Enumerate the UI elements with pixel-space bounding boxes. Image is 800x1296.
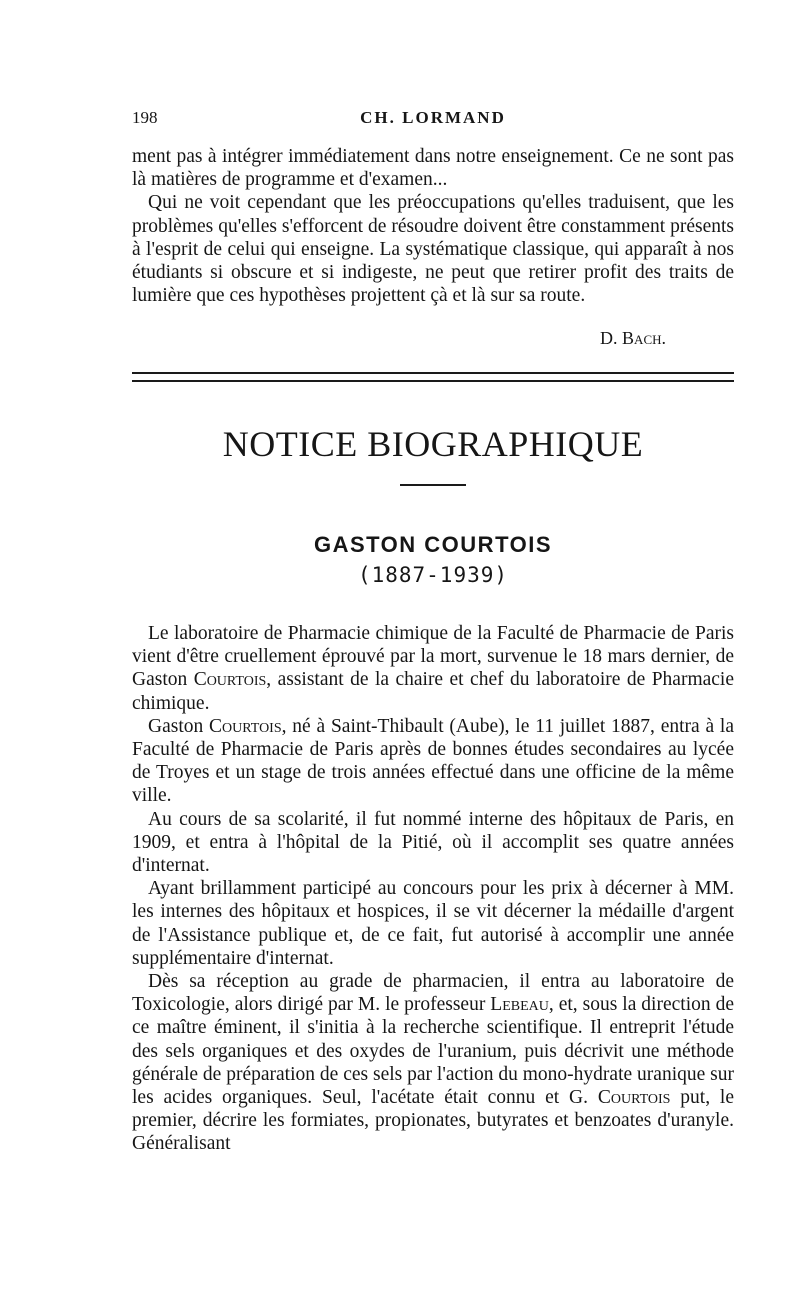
section-title: NOTICE BIOGRAPHIQUE <box>222 424 644 464</box>
double-divider <box>132 372 734 382</box>
title-underline <box>400 484 466 486</box>
paragraph-continued: ment pas à intégrer immédiatement dans notre enseignement. Ce ne sont pas là matières de programme et d'examen... <box>132 146 734 191</box>
running-header <box>132 108 734 132</box>
biography-text-block <box>132 622 734 1156</box>
author-signature: D. Bach. <box>600 328 666 348</box>
surname: Courtois <box>209 715 282 737</box>
top-text-block <box>132 145 734 307</box>
paragraph <box>132 970 734 1156</box>
surname: Lebeau <box>490 994 549 1016</box>
person-dates: (1887-1939) <box>357 563 509 587</box>
surname: Courtois <box>193 669 267 691</box>
person-name: GASTON COURTOIS <box>313 532 553 557</box>
paragraph: Ayant brillamment participé au concours pour les prix à décerner à MM. les internes des hôpitaux et hospices, il se vit décerner la médaille d'argent de l'Assistance publique et, de ce fait, fut autorisé à accomplir une année supplémentaire d'internat. <box>132 878 734 969</box>
paragraph <box>132 715 734 808</box>
running-title: CH. LORMAND <box>360 108 506 127</box>
text-run: , assistant de la chaire et chef du laboratoire de Pharmacie chimique. <box>132 669 734 714</box>
text-run: , né à Saint-Thibault (Aube), le 11 juillet 1887, entra à la Faculté de Pharmacie de Paris après de bonnes études secondaires au lycée de Troyes et un stage de trois années effectué dans une officine de la même ville. <box>132 715 734 807</box>
text-run: Gaston <box>148 715 210 737</box>
paragraph <box>132 622 734 715</box>
text-run: Le laboratoire de Pharmacie chimique de la Faculté de Pharmacie de Paris vient d'être cruellement éprouvé par la mort, survenue le 18 mars dernier, de Gaston <box>132 623 734 691</box>
text-run: put, le premier, décrire les formiates, propionates, butyrates et benzoates d'uranyle. Généralisant <box>132 1087 734 1155</box>
text-run: , et, sous la direction de ce maître éminent, il s'initia à la recherche scientifique. Il entreprit l'étude des sels organiques et des oxydes de l'uranium, puis décrivit une méthode générale de préparation de ces sels par l'action du mono-hydrate uranique sur les acides organiques. Seul, l'acétate était connu et G. <box>132 994 734 1109</box>
text-run: Dès sa réception au grade de pharmacien, il entra au laboratoire de Toxicologie, alors dirigé par M. le professeur <box>132 971 734 1016</box>
paragraph: Qui ne voit cependant que les préoccupations qu'elles traduisent, que les problèmes qu'elles s'efforcent de résoudre doivent être constamment présents à l'esprit de celui qui enseigne. La systématique classique, qui apparaît à nos étudiants si obscure et si indigeste, ne peut que retirer profit des traits de lumière que ces hypothèses projettent çà et là sur sa route. <box>132 192 734 307</box>
paragraph: Au cours de sa scolarité, il fut nommé interne des hôpitaux de Paris, en 1909, et entra à l'hôpital de la Pitié, où il accomplit ses quatre années d'internat. <box>132 808 734 877</box>
page-number: 198 <box>132 108 158 127</box>
surname: Courtois <box>597 1087 671 1109</box>
